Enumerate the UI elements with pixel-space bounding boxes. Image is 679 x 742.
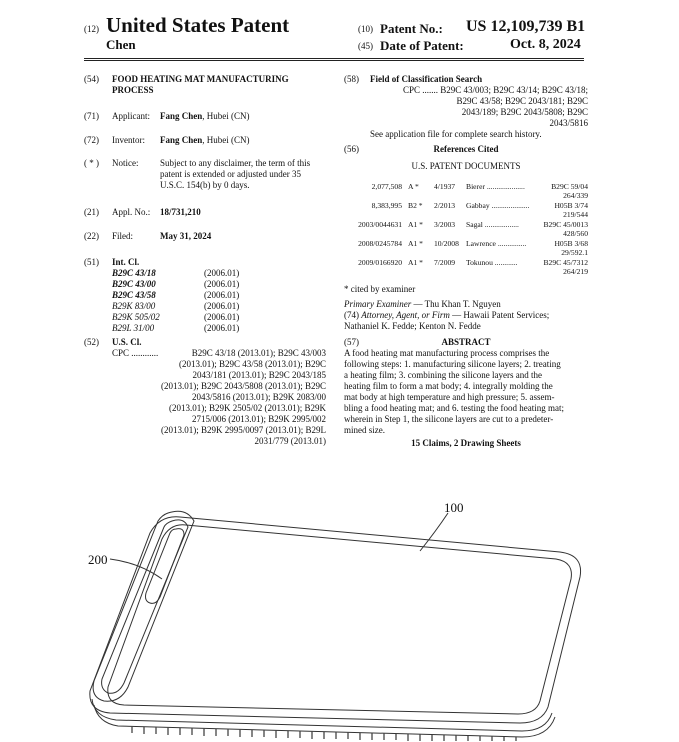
invention-title-line1: FOOD HEATING MAT MANUFACTURING bbox=[112, 74, 289, 84]
intcl-year: (2006.01) bbox=[204, 312, 240, 322]
attorney-code: (74) bbox=[344, 310, 359, 320]
intcl-label: Int. Cl. bbox=[112, 257, 140, 267]
filed-date: May 31, 2024 bbox=[160, 231, 212, 241]
intcl-class: B29K 505/02 bbox=[112, 312, 160, 322]
intcl-class: B29L 31/00 bbox=[112, 323, 155, 333]
appl-code: (21) bbox=[84, 207, 99, 217]
uscl-cpc-label: CPC ............ bbox=[112, 348, 159, 358]
uscl-line: (2013.01); B29C 43/58 (2013.01); B29C bbox=[178, 359, 326, 369]
patent-number: US 12,109,739 B1 bbox=[466, 18, 586, 35]
applicant bbox=[160, 111, 250, 122]
abstract-code: (57) bbox=[344, 337, 359, 347]
notice-label: Notice: bbox=[112, 158, 139, 168]
claims-summary: 15 Claims, 2 Drawing Sheets bbox=[411, 438, 521, 448]
control-display bbox=[146, 529, 185, 604]
abstract-heading: ABSTRACT bbox=[441, 337, 491, 347]
ref-class-us: 219/544 bbox=[563, 210, 588, 219]
abstract-line: mined size. bbox=[344, 425, 385, 435]
us-docs-label: U.S. PATENT DOCUMENTS bbox=[411, 161, 521, 171]
abstract-line: bling a food heating mat; and 6. testing the food heating mat; bbox=[344, 403, 564, 413]
uscl-line: B29C 43/18 (2013.01); B29C 43/003 bbox=[191, 348, 326, 358]
ref-class: B29C 59/04 bbox=[551, 182, 588, 191]
ref-name: Lawrence ............... bbox=[466, 239, 527, 248]
cited-note: * cited by examiner bbox=[344, 284, 416, 294]
ref-date: 2/2013 bbox=[434, 201, 456, 210]
uscl-line: 2715/006 (2013.01); B29K 2995/002 bbox=[192, 414, 326, 424]
mat-body-outline bbox=[90, 517, 581, 723]
abstract-line: following steps: 1. manufacturing silicone layers; 2. treating bbox=[344, 359, 561, 369]
ref-class-us: 428/560 bbox=[563, 229, 588, 238]
uscl-line: (2013.01); B29K 2995/0097 (2013.01); B29L bbox=[161, 425, 326, 435]
intcl-year: (2006.01) bbox=[204, 290, 240, 300]
patent-no-code: (10) bbox=[358, 24, 373, 34]
inventor-code: (72) bbox=[84, 135, 99, 145]
ref-date: 10/2008 bbox=[434, 239, 459, 248]
reference-numeral-100: 100 bbox=[444, 500, 464, 515]
ref-number: 2008/0245784 bbox=[358, 239, 402, 248]
inventor-name: Fang Chen bbox=[160, 135, 203, 145]
intcl-code: (51) bbox=[84, 257, 99, 267]
filed-label: Filed: bbox=[112, 231, 134, 241]
header-rule-2 bbox=[84, 60, 584, 61]
document-title: United States Patent bbox=[106, 13, 290, 37]
attorney-label: Attorney, Agent, or Firm bbox=[361, 310, 450, 320]
abstract-line: wherein in Step 1, the silicone layers are cut to a predeter- bbox=[344, 414, 554, 424]
ref-class: H05B 3/68 bbox=[554, 239, 588, 248]
ref-kind: A1 * bbox=[408, 258, 423, 267]
applicant-name: Fang Chen bbox=[160, 111, 203, 121]
uscl-line: (2013.01); B29K 2505/02 (2013.01); B29K bbox=[169, 403, 326, 413]
appl-label: Appl. No.: bbox=[112, 207, 151, 217]
invention-title-line2: PROCESS bbox=[112, 85, 154, 95]
intcl-class: B29C 43/00 bbox=[112, 279, 156, 289]
notice-line3: U.S.C. 154(b) by 0 days. bbox=[160, 180, 250, 190]
abstract-line: heating film to form a mat body; 4. integrally molding the bbox=[344, 381, 553, 391]
ref-number: 2009/0166920 bbox=[358, 258, 402, 267]
examiner-label: Primary Examiner bbox=[344, 299, 412, 309]
inventor-place: , Hubei (CN) bbox=[202, 135, 250, 145]
patent-no-label: Patent No.: bbox=[380, 21, 443, 36]
examiner-name: — Thu Khan T. Nguyen bbox=[411, 299, 501, 309]
document-kind-code: (12) bbox=[84, 24, 99, 34]
appl-number: 18/731,210 bbox=[160, 207, 201, 217]
intcl-year: (2006.01) bbox=[204, 301, 240, 311]
ref-kind: A1 * bbox=[408, 239, 423, 248]
ref-class-us: 264/219 bbox=[563, 267, 588, 276]
date-code: (45) bbox=[358, 41, 373, 51]
ref-class: H05B 3/74 bbox=[554, 201, 588, 210]
applicant-label: Applicant: bbox=[112, 111, 150, 121]
field-note: See application file for complete search history. bbox=[370, 129, 542, 139]
uscl-line: 2031/779 (2013.01) bbox=[254, 436, 326, 446]
ref-class: B29C 45/0013 bbox=[543, 220, 588, 229]
header-rule-1 bbox=[84, 58, 584, 59]
refs-code: (56) bbox=[344, 144, 359, 154]
applicant-code: (71) bbox=[84, 111, 99, 121]
ref-class-us: 264/339 bbox=[563, 191, 588, 200]
attorney-line1: — Hawaii Patent Services; bbox=[449, 310, 550, 320]
inventor bbox=[160, 135, 250, 146]
notice-code: ( * ) bbox=[84, 158, 99, 168]
ref-number: 2003/0044631 bbox=[358, 220, 402, 229]
uscl-label: U.S. Cl. bbox=[112, 337, 142, 347]
field-line: 2043/189; B29C 2043/5808; B29C bbox=[461, 107, 588, 117]
intcl-class: B29C 43/58 bbox=[112, 290, 156, 300]
inventor-surname: Chen bbox=[106, 37, 136, 52]
mat-thickness-edge-1 bbox=[92, 699, 552, 731]
attorney bbox=[344, 310, 549, 321]
ref-kind: A1 * bbox=[408, 220, 423, 229]
field-code: (58) bbox=[344, 74, 359, 84]
title-code: (54) bbox=[84, 74, 99, 84]
ref-name: Sagal .................. bbox=[466, 220, 519, 229]
field-line: B29C 43/58; B29C 2043/181; B29C bbox=[456, 96, 588, 106]
intcl-year: (2006.01) bbox=[204, 323, 240, 333]
inventor-label: Inventor: bbox=[112, 135, 145, 145]
intcl-year: (2006.01) bbox=[204, 279, 240, 289]
ref-date: 7/2009 bbox=[434, 258, 456, 267]
leader-line-100 bbox=[420, 513, 448, 551]
notice-line2: patent is extended or adjusted under 35 bbox=[160, 169, 301, 179]
uscl-code: (52) bbox=[84, 337, 99, 347]
date-of-patent: Oct. 8, 2024 bbox=[510, 37, 581, 52]
ref-date: 3/2003 bbox=[434, 220, 456, 229]
primary-examiner bbox=[344, 299, 501, 310]
notice-line1: Subject to any disclaimer, the term of this bbox=[160, 158, 311, 168]
ref-kind: A * bbox=[408, 182, 419, 191]
field-line: CPC ....... B29C 43/003; B29C 43/14; B29C 43/18; bbox=[402, 85, 588, 95]
abstract-line: A food heating mat manufacturing process comprises the bbox=[344, 348, 550, 358]
uscl-line: 2043/181 (2013.01); B29C 2043/185 bbox=[192, 370, 326, 380]
ref-class: B29C 45/7312 bbox=[543, 258, 588, 267]
attorney-line2: Nathaniel K. Fedde; Kenton N. Fedde bbox=[344, 321, 481, 331]
intcl-year: (2006.01) bbox=[204, 268, 240, 278]
ref-class-us: 29/592.1 bbox=[561, 248, 588, 257]
date-of-patent-label: Date of Patent: bbox=[380, 38, 464, 53]
intcl-class: B29K 83/00 bbox=[112, 301, 156, 311]
ref-name: Gabbay .................... bbox=[466, 201, 530, 210]
intcl-class: B29C 43/18 bbox=[112, 268, 156, 278]
filed-code: (22) bbox=[84, 231, 99, 241]
applicant-place: , Hubei (CN) bbox=[202, 111, 250, 121]
ref-kind: B2 * bbox=[408, 201, 423, 210]
uscl-line: (2013.01); B29C 2043/5808 (2013.01); B29C bbox=[160, 381, 326, 391]
ref-number: 2,077,508 bbox=[371, 182, 402, 191]
ref-name: Tokunou ............ bbox=[466, 258, 518, 267]
ref-date: 4/1937 bbox=[434, 182, 456, 191]
field-line: 2043/5816 bbox=[549, 118, 588, 128]
abstract-line: mat body at high temperature and high pressure; 5. assem- bbox=[344, 392, 555, 402]
uscl-line: 2043/5816 (2013.01); B29K 2083/00 bbox=[192, 392, 326, 402]
ref-name: Bierer .................... bbox=[466, 182, 525, 191]
field-label: Field of Classification Search bbox=[370, 74, 483, 84]
ref-number: 8,383,995 bbox=[371, 201, 402, 210]
refs-label: References Cited bbox=[433, 144, 499, 154]
abstract-line: a heating film; 3. combining the silicone layers and the bbox=[344, 370, 542, 380]
control-strip-outline bbox=[93, 511, 194, 701]
reference-numeral-200: 200 bbox=[88, 552, 108, 567]
patent-drawing bbox=[0, 455, 679, 742]
